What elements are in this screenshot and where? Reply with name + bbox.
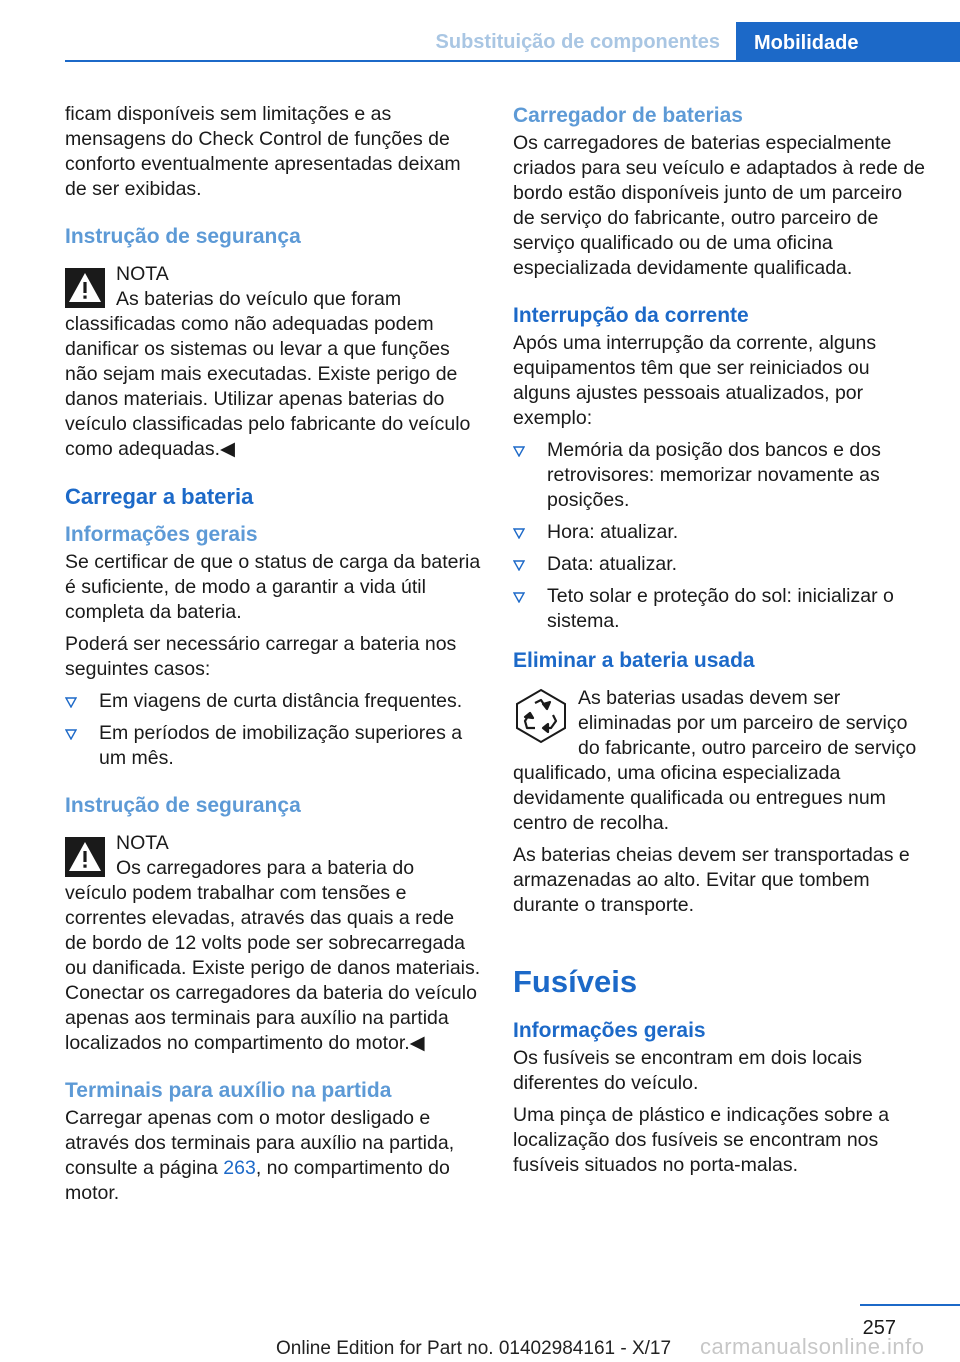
header-rule: [65, 60, 736, 62]
list-item: [65, 689, 481, 714]
page-link[interactable]: 263: [223, 1157, 256, 1179]
warning-icon: [65, 837, 105, 877]
left-column: [65, 102, 481, 1213]
charger-paragraph: Os carregadores de baterias especialmente criados para seu veículo e adaptados à rede de bordo estão disponíveis junto de um parceiro de serviço do fabricante, outro parceiro de serviço qualificado ou de uma oficina especializada devidamente qualificada.: [513, 132, 925, 279]
fuses-heading: Fusíveis: [513, 964, 638, 999]
dispose-paragraph-1: As baterias usadas devem ser eliminadas por um parceiro de serviço do fabricante, outro parceiro de serviço qualificado, uma oficina especializada devidamente qualificada ou entregues num centro de recolha.: [513, 687, 917, 834]
safety-heading-1: Instrução de segurança: [65, 225, 301, 248]
intro-paragraph: ficam disponíveis sem limitações e as mensagens do Check Control de funções de conforto eventualmente apresentadas deixam de ser exibidas.: [65, 103, 461, 200]
notice-text: Os carregadores para a bateria do veículo podem trabalhar com tensões e correntes elevadas, através das quais a rede de bordo de 12 volts pode ser sobrecarregada ou danificada. Existe perigo de danos materiais. Conectar os carregadores da bateria do veículo apenas aos terminais para auxílio na partida localizados no compartimento do motor.◀: [65, 857, 481, 1054]
section-title: Substituição de componentes: [435, 31, 720, 53]
terminals-heading: Terminais para auxílio na partida: [65, 1079, 392, 1102]
edition-footer: Online Edition for Part no. 01402984161 - X/17: [276, 1338, 672, 1359]
watermark: carmanualsonline.info: [700, 1334, 925, 1359]
bullet-triangle-icon: [513, 592, 525, 603]
warning-icon: [65, 268, 105, 308]
charger-heading: Carregador de baterias: [513, 104, 743, 127]
bullet-triangle-icon: [65, 697, 77, 708]
safety-notice-2: [65, 831, 481, 1056]
list-item: [513, 552, 929, 577]
page-header: [0, 0, 960, 62]
terminals-text: Carregar apenas com o motor desligado e através dos terminais para auxílio na partida, consulte a página: [65, 1107, 455, 1179]
notice-label: NOTA: [116, 832, 169, 854]
chapter-tab: Mobilidade: [736, 22, 960, 62]
recycle-notice: [513, 686, 929, 836]
bullet-triangle-icon: [513, 446, 525, 457]
reset-list: [513, 438, 929, 634]
recycle-icon: [513, 688, 569, 744]
list-item-text: Em períodos de imobilização superiores a um mês.: [99, 722, 463, 769]
interruption-heading: Interrupção da corrente: [513, 304, 749, 327]
page-number: 257: [862, 1317, 896, 1339]
charge-heading: Carregar a bateria: [65, 484, 254, 509]
dispose-heading: Eliminar a bateria usada: [513, 649, 755, 672]
safety-heading-2: Instrução de segurança: [65, 794, 301, 817]
list-item-text: Em viagens de curta distância frequentes.: [99, 690, 463, 712]
notice-label: NOTA: [116, 263, 169, 285]
bullet-triangle-icon: [513, 560, 525, 571]
bullet-triangle-icon: [65, 729, 77, 740]
list-item-text: Teto solar e proteção do sol: inicializar o sistema.: [547, 585, 894, 632]
safety-notice-1: [65, 262, 481, 462]
list-item-text: Memória da posição dos bancos e dos retrovisores: memorizar novamente as posições.: [547, 439, 881, 511]
terminals-text-end: , no compartimento do motor.: [65, 1157, 450, 1204]
list-item: [513, 520, 929, 545]
fuses-paragraph-1: Os fusíveis se encontram em dois locais diferentes do veículo.: [513, 1047, 862, 1094]
fuses-paragraph-2: Uma pinça de plástico e indicações sobre a localização dos fusíveis se encontram nos fusíveis situados no porta-malas.: [513, 1104, 890, 1176]
notice-text: As baterias do veículo que foram classificadas como não adequadas podem danificar os sistemas ou levar a que funções não sejam mais executadas. Existe perigo de danos materiais. Utilizar apenas baterias do veículo classificadas pelo fabricante do veículo como adequadas.◀: [65, 288, 471, 460]
interruption-paragraph: Após uma interrupção da corrente, alguns equipamentos têm que ser reiniciados ou alguns ajustes pessoais atualizados, por exemplo:: [513, 332, 877, 429]
general-paragraph-1: Se certificar de que o status de carga da bateria é suficiente, de modo a garantir a vida útil completa da bateria.: [65, 551, 481, 623]
general-info-heading: Informações gerais: [65, 523, 258, 546]
right-column: [513, 103, 929, 1185]
page-number-rule: [860, 1304, 960, 1306]
list-item: [513, 584, 929, 634]
list-item: [513, 438, 929, 513]
dispose-paragraph-2: As baterias cheias devem ser transportadas e armazenadas ao alto. Evitar que tombem durante o transporte.: [513, 844, 910, 916]
general-paragraph-2: Poderá ser necessário carregar a bateria nos seguintes casos:: [65, 633, 457, 680]
fuses-general-heading: Informações gerais: [513, 1019, 706, 1042]
bullet-triangle-icon: [513, 528, 525, 539]
list-item-text: Hora: atualizar.: [547, 521, 679, 543]
list-item-text: Data: atualizar.: [547, 553, 678, 575]
terminals-paragraph: [65, 1106, 481, 1206]
list-item: [65, 721, 481, 771]
cases-list: [65, 689, 481, 771]
